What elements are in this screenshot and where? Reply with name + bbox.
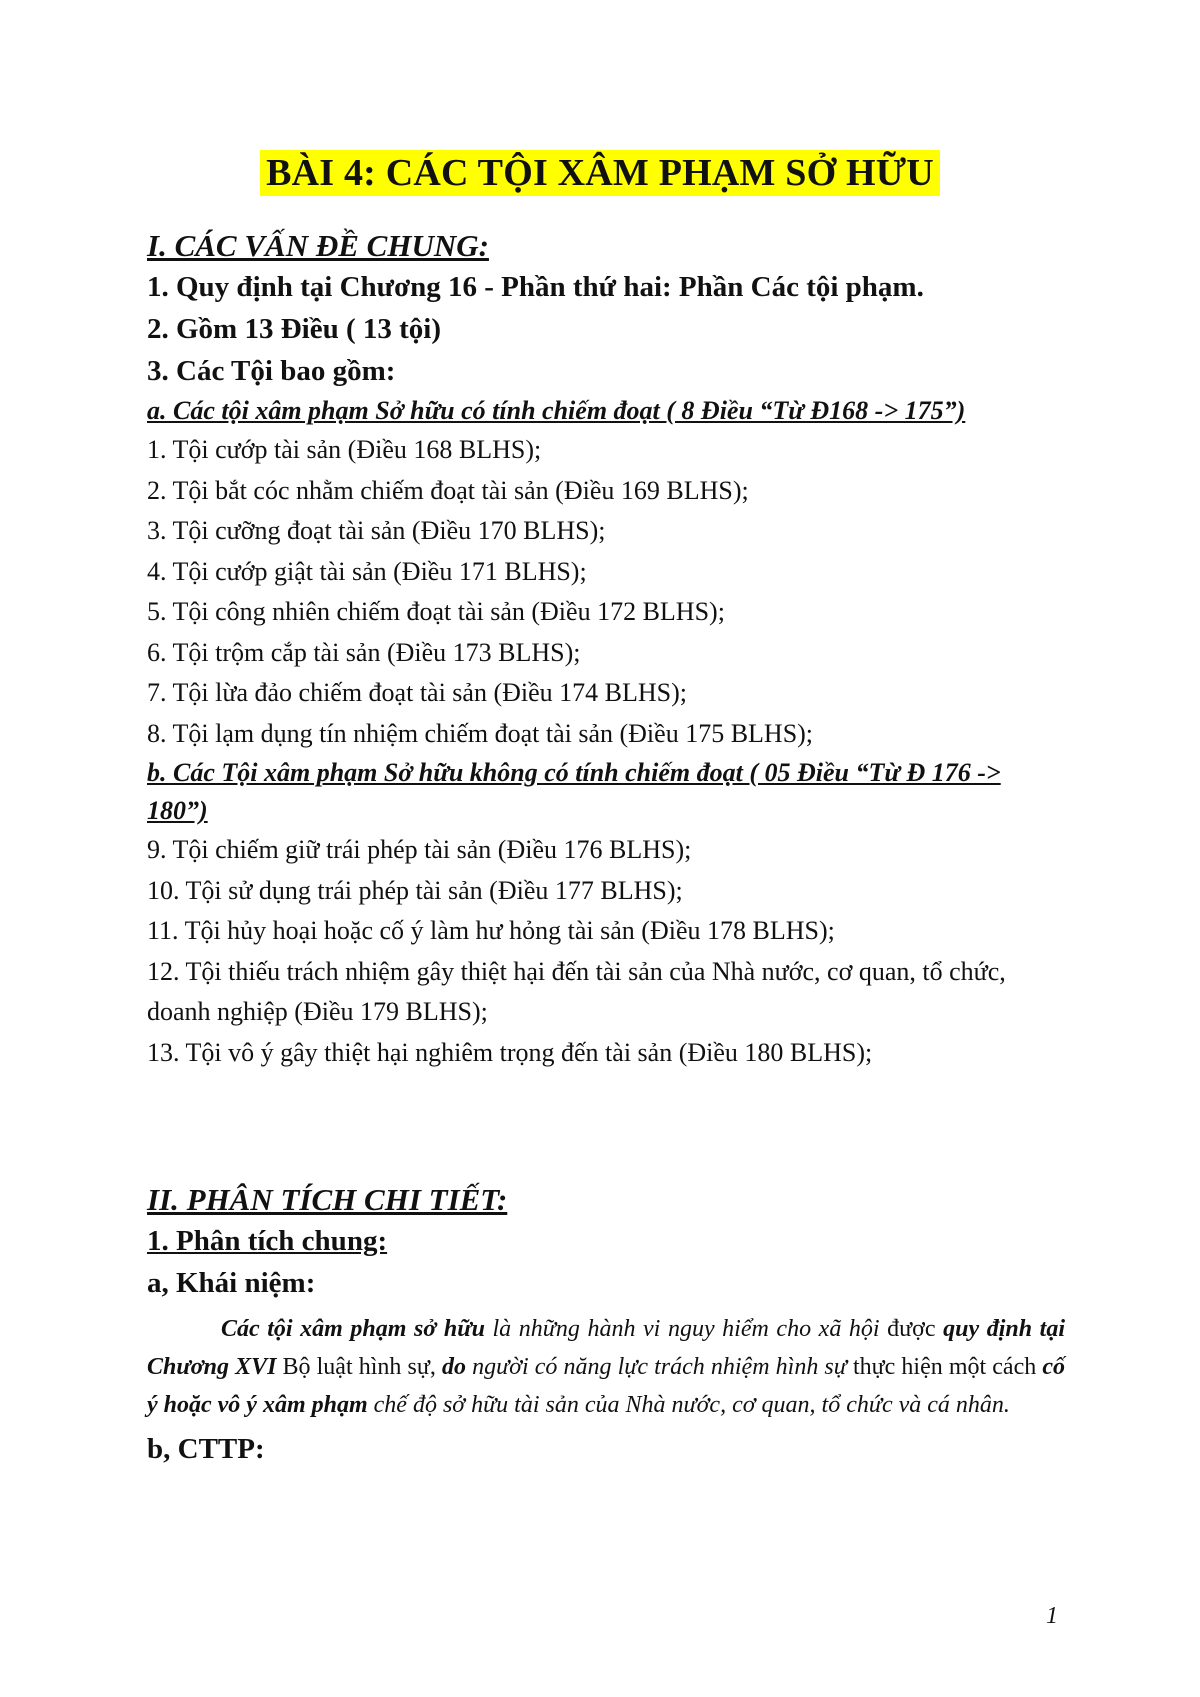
section-heading-detail: II. PHÂN TÍCH CHI TIẾT: [147,1182,508,1217]
concept-paragraph [147,1310,1065,1424]
para-emphasis: quy định tại Chương XVI [147,1316,1066,1380]
list-item: 5. Tội công nhiên chiếm đoạt tài sản (Điều 172 BLHS); [147,597,725,626]
group-b-list [147,830,1065,1073]
para-text: thực hiện một cách [852,1354,1043,1380]
group-a-heading: a. Các tội xâm phạm Sở hữu có tính chiếm đoạt ( 8 Điều “Từ Đ168 -> 175”) [147,396,966,425]
list-item: 6. Tội trộm cắp tài sản (Điều 173 BLHS); [147,637,581,667]
general-line-3: 3. Các Tội bao gồm: [147,355,396,387]
list-item: 12. Tội thiếu trách nhiệm gây thiệt hại đến tài sản của Nhà nước, cơ quan, tổ chức, doanh nghiệp (Điều 179 BLHS); [147,956,1006,1026]
general-line-1: 1. Quy định tại Chương 16 - Phần thứ hai: Phần Các tội phạm. [147,271,924,303]
cttp-heading: b, CTTP: [147,1433,265,1465]
para-text: là những hành vi nguy hiểm cho xã hội [484,1316,888,1342]
para-emphasis: do [441,1354,466,1380]
section-general [147,226,1065,1073]
para-text: Bộ luật hình sự, [276,1354,442,1380]
section-heading-general: I. CÁC VẤN ĐỀ CHUNG: [147,228,489,263]
para-text: chế độ sở hữu tài sản của Nhà nước, cơ quan, tổ chức và cá nhân. [367,1392,1010,1418]
section-detail [147,1180,1065,1470]
para-text: được [887,1316,944,1342]
list-item: 2. Tội bắt cóc nhằm chiếm đoạt tài sản (Điều 169 BLHS); [147,475,749,505]
subsection-general-analysis: 1. Phân tích chung: [147,1225,388,1257]
para-text: người có năng lực trách nhiệm hình sự [465,1354,853,1380]
list-item: 3. Tội cưỡng đoạt tài sản (Điều 170 BLHS); [147,516,606,545]
list-item: 13. Tội vô ý gây thiệt hại nghiêm trọng đến tài sản (Điều 180 BLHS); [147,1037,873,1067]
list-item: 10. Tội sử dụng trái phép tài sản (Điều 177 BLHS); [147,875,683,905]
page-number: 1 [1046,1603,1058,1629]
title-wrapper [0,150,1200,196]
list-item: 4. Tội cướp giật tài sản (Điều 171 BLHS); [147,556,587,586]
list-item: 7. Tội lừa đảo chiếm đoạt tài sản (Điều 174 BLHS); [147,678,688,707]
list-item: 8. Tội lạm dụng tín nhiệm chiếm đoạt tài sản (Điều 175 BLHS); [147,718,814,748]
group-b-heading: b. Các Tội xâm phạm Sở hữu không có tính chiếm đoạt ( 05 Điều “Từ Đ 176 -> 180”) [147,758,1001,825]
para-term: Các tội xâm phạm sở hữu [221,1316,485,1342]
para-emphasis: cố ý hoặc vô ý xâm phạm [147,1354,1065,1418]
list-item: 9. Tội chiếm giữ trái phép tài sản (Điều 176 BLHS); [147,835,692,864]
group-a-list [147,430,1065,754]
page-title: BÀI 4: CÁC TỘI XÂM PHẠM SỞ HỮU [260,150,940,196]
general-line-2: 2. Gồm 13 Điều ( 13 tội) [147,313,441,345]
list-item: 1. Tội cướp tài sản (Điều 168 BLHS); [147,435,542,464]
list-item: 11. Tội hủy hoại hoặc cố ý làm hư hỏng tài sản (Điều 178 BLHS); [147,916,835,945]
concept-heading: a, Khái niệm: [147,1267,316,1299]
